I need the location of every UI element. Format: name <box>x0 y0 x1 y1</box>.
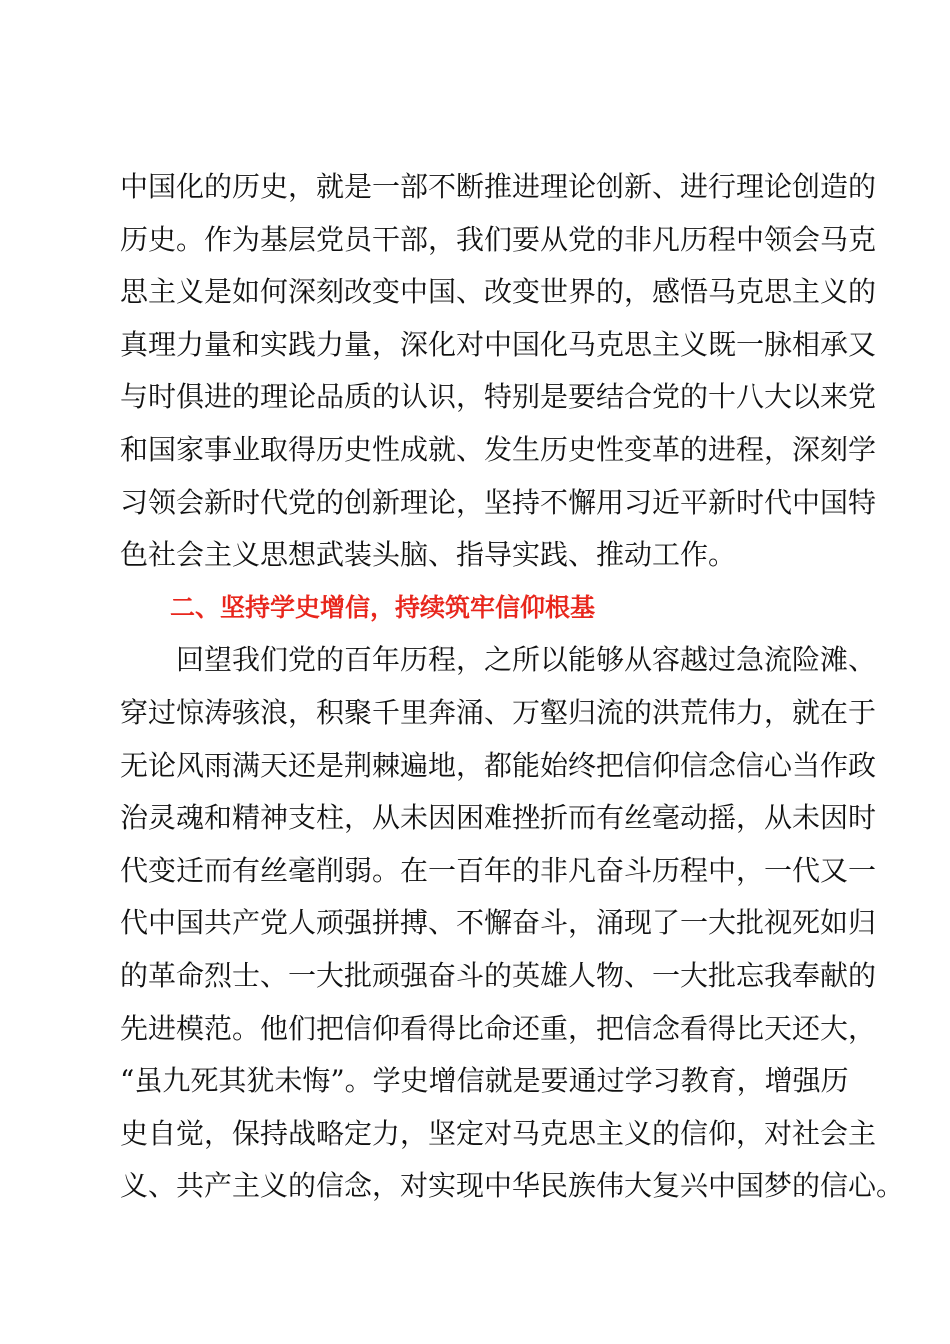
paragraph-line: 代中国共产党人顽强拼搏、不懈奋斗，涌现了一大批视死如归 <box>120 906 877 940</box>
paragraph-line: 回望我们党的百年历程，之所以能够从容越过急流险滩、 <box>176 643 877 677</box>
paragraph-line: 思主义是如何深刻改变中国、改变世界的，感悟马克思主义的 <box>120 275 877 309</box>
section-paragraph <box>120 634 905 1213</box>
paragraph-line: 史自觉，保持战略定力，坚定对马克思主义的信仰，对社会主 <box>120 1116 877 1150</box>
paragraph-line: 无论风雨满天还是荆棘遍地，都能始终把信仰信念信心当作政 <box>120 748 877 782</box>
paragraph-line: 色社会主义思想武装头脑、指导实践、推动工作。 <box>120 538 737 572</box>
paragraph-line: 真理力量和实践力量，深化对中国化马克思主义既一脉相承又 <box>120 327 877 361</box>
paragraph-line: 与时俱进的理论品质的认识，特别是要结合党的十八大以来党 <box>120 380 877 414</box>
paragraph-line: 习领会新时代党的创新理论，坚持不懈用习近平新时代中国特 <box>120 485 877 519</box>
paragraph-line: 治灵魂和精神支柱，从未因困难挫折而有丝毫动摇，从未因时 <box>120 801 877 835</box>
paragraph-line: 义、共产主义的信念，对实现中华民族伟大复兴中国梦的信心。 <box>120 1169 905 1203</box>
paragraph-line: 先进模范。他们把信仰看得比命还重，把信念看得比天还大， <box>120 1011 877 1045</box>
paragraph-line: “虽九死其犹未悔”。学史增信就是要通过学习教育，增强历 <box>120 1064 849 1098</box>
paragraph-line: 代变迁而有丝毫削弱。在一百年的非凡奋斗历程中，一代又一 <box>120 853 877 887</box>
document-body <box>120 161 905 1213</box>
paragraph-line: 中国化的历史，就是一部不断推进理论创新、进行理论创造的 <box>120 170 877 203</box>
paragraph-line: 历史。作为基层党员干部，我们要从党的非凡历程中领会马克 <box>120 222 877 256</box>
intro-paragraph <box>120 161 877 582</box>
paragraph-line: 和国家事业取得历史性成就、发生历史性变革的进程，深刻学 <box>120 432 877 466</box>
paragraph-line: 的革命烈士、一大批顽强奋斗的英雄人物、一大批忘我奉献的 <box>120 958 877 992</box>
section-heading: 二、坚持学史增信，持续筑牢信仰根基 <box>170 592 596 622</box>
paragraph-line: 穿过惊涛骇浪，积聚千里奔涌、万壑归流的洪荒伟力，就在于 <box>120 695 877 729</box>
